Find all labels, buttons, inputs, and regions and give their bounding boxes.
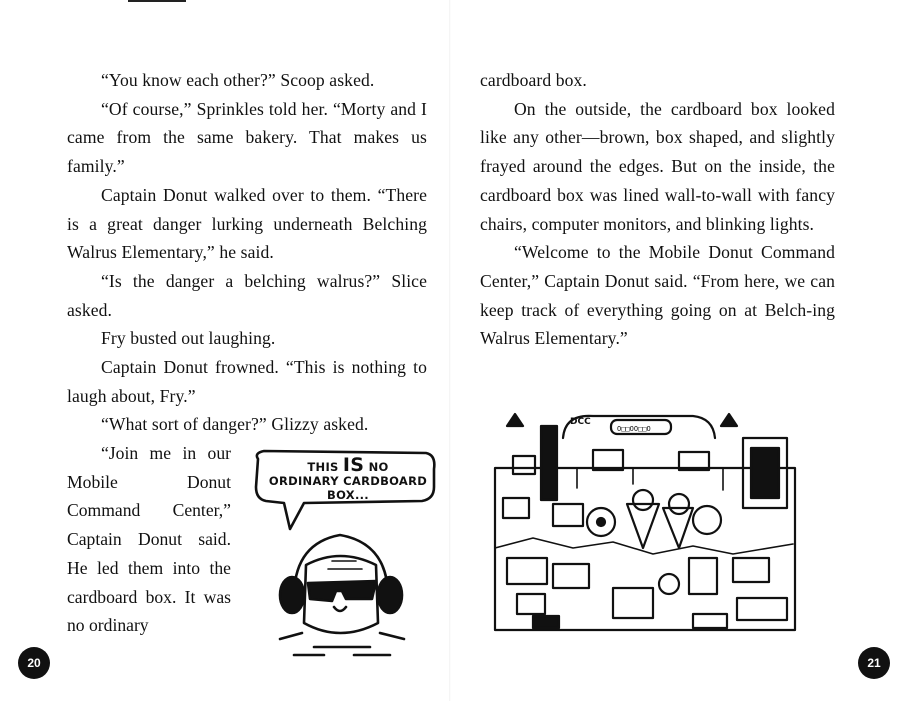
- cabinet: [689, 558, 717, 594]
- paragraph: cardboard box.: [480, 70, 587, 90]
- dcc-sign: DCC: [570, 417, 591, 427]
- monitor: [503, 498, 529, 518]
- paragraph: “Of course,” Sprinkles told her. “Morty and I came from the same bakery. That makes us family.”: [67, 98, 427, 177]
- chair: [517, 594, 545, 614]
- paragraph: Captain Donut walked over to them. “There is a great danger lurking underneath Belching Walrus Elementary,” he said.: [67, 184, 427, 263]
- lamp-left: [507, 414, 523, 426]
- narrow-paragraph-block: [67, 439, 231, 640]
- paragraph: “What sort of danger?” Glizzy asked.: [101, 414, 369, 435]
- keyboard: [693, 614, 727, 628]
- speech-line-2: ORDINARY CARDBOARD: [268, 474, 428, 488]
- left-page-text: [67, 66, 427, 439]
- desk: [613, 588, 653, 618]
- speech-word-no: NO: [368, 460, 389, 474]
- paragraph: On the outside, the cardboard box looked like any other—brown, box shaped, and slightly frayed around the edges. But on the inside, the cardboard box was lined wall-to-wall with fancy chairs, computer monitors, and blinking lights.: [480, 98, 835, 234]
- chair: [553, 564, 589, 588]
- paragraph: “Is the danger a belching walrus?” Slice asked.: [67, 270, 427, 320]
- tall-monitor-left: [541, 426, 557, 500]
- headphone-left: [280, 577, 304, 613]
- speech-bubble-text: [258, 454, 438, 502]
- command-center-illustration: [493, 408, 803, 634]
- paragraph: Fry busted out laughing.: [101, 328, 276, 349]
- paragraph: “Join me in our Mobile Donut Command Center,” Captain Donut said. He led them into the cardboard box. It was no ordinary: [67, 443, 231, 636]
- headphone-right: [378, 577, 402, 613]
- panel-buttons: O□□OO□□O: [617, 425, 651, 433]
- monitor: [553, 504, 583, 526]
- desk: [507, 558, 547, 584]
- body-lines: [280, 633, 404, 655]
- speech-line-3: BOX...: [327, 488, 369, 502]
- character: [693, 506, 721, 534]
- lamp-right: [721, 414, 737, 426]
- right-page-text: [480, 66, 835, 353]
- paragraph: Captain Donut frowned. “This is nothing to laugh about, Fry.”: [67, 357, 427, 406]
- page-number-left: 20: [18, 647, 50, 679]
- keyboard: [533, 616, 559, 628]
- paragraph: “Welcome to the Mobile Donut Command Center,” Captain Donut said. “From here, we can keep track of everything going on at Belch-ing Walrus Elementary.”: [480, 242, 835, 349]
- paragraph: “You know each other?” Scoop asked.: [101, 70, 375, 90]
- page-number-right: 21: [858, 647, 890, 679]
- top-rule: [128, 0, 186, 2]
- monitor: [513, 456, 535, 474]
- gauge: [659, 574, 679, 594]
- desk: [737, 598, 787, 620]
- monitor: [733, 558, 769, 582]
- sunglasses: [308, 581, 376, 601]
- speech-word-this: THIS: [307, 460, 339, 474]
- ice-cream-scoop: [633, 490, 653, 510]
- nose: [334, 607, 346, 611]
- speech-word-is: IS: [342, 454, 365, 476]
